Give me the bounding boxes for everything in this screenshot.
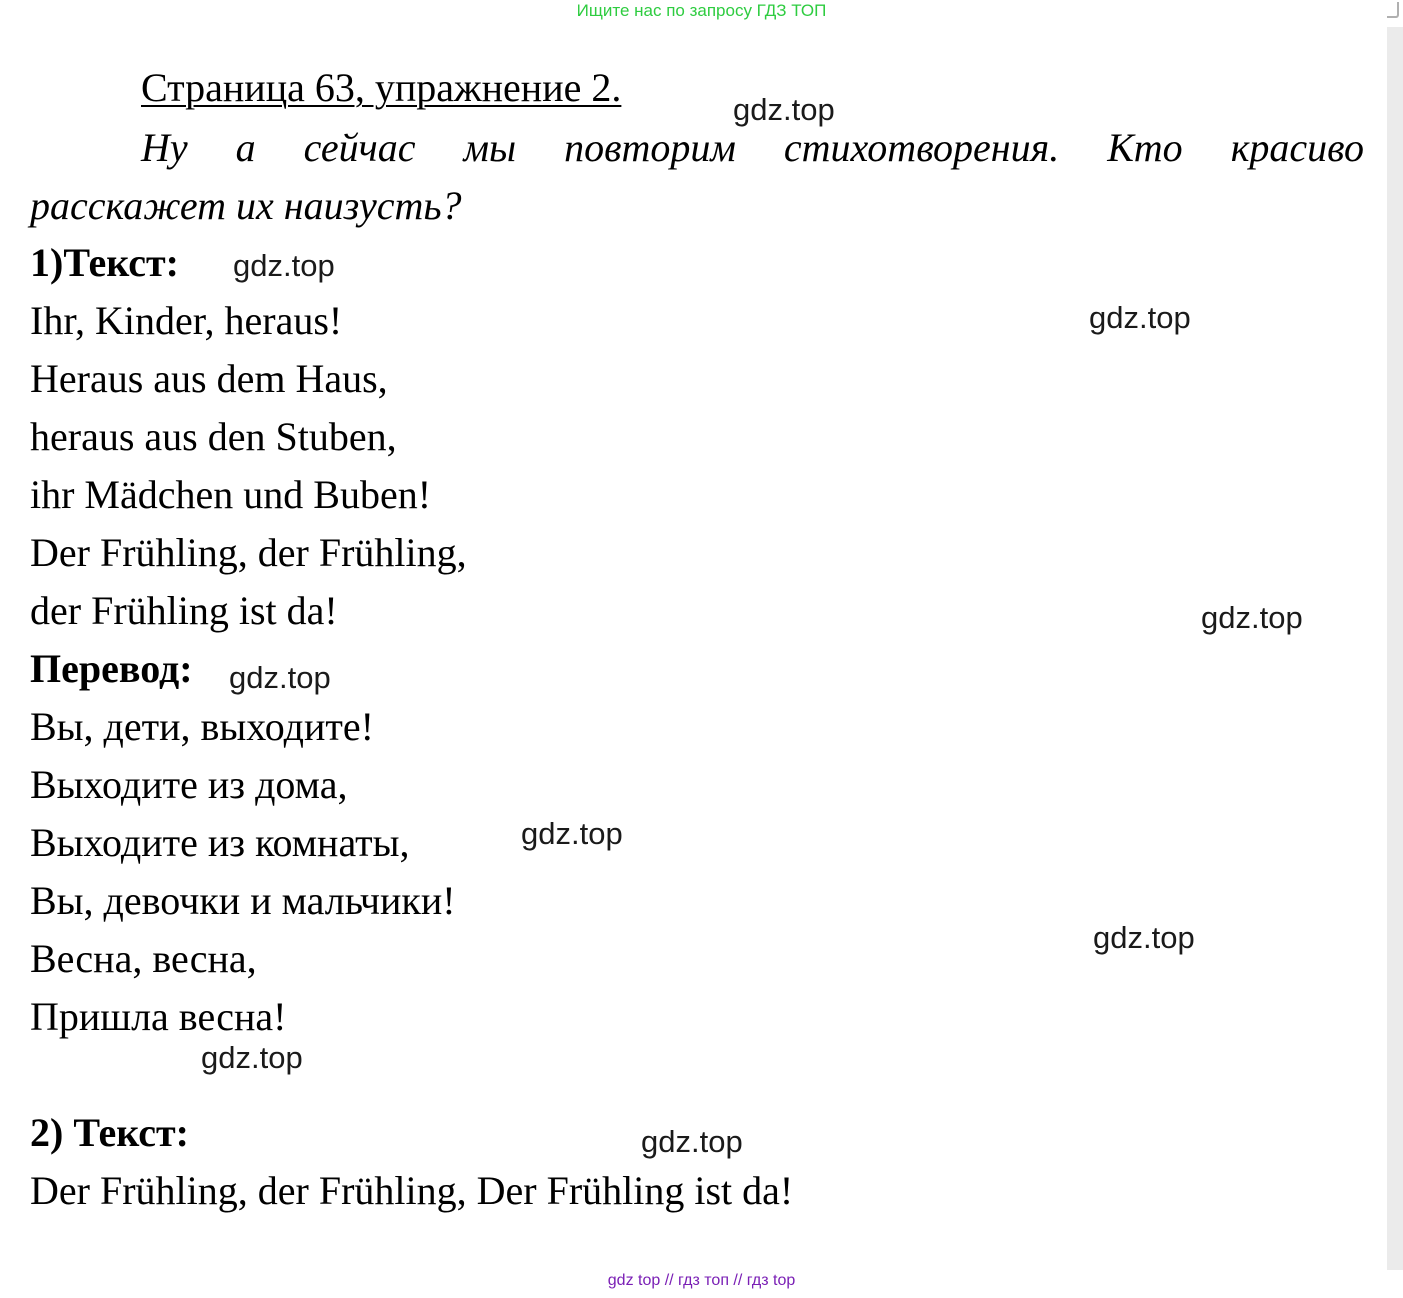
watermark: gdz.top bbox=[521, 816, 623, 851]
poem-line: Heraus aus dem Haus, bbox=[30, 356, 388, 401]
footer-links[interactable]: gdz top // гдз топ // гдз top bbox=[607, 1272, 796, 1289]
poem-line: ihr Mädchen und Buben! bbox=[30, 472, 432, 517]
poem-line: heraus aus den Stuben, bbox=[30, 414, 397, 459]
watermark: gdz.top bbox=[1093, 920, 1195, 955]
section2-heading: 2) Текст: bbox=[30, 1110, 190, 1155]
intro-line-2: расскажет их наизусть? bbox=[30, 183, 462, 228]
poem-line: Der Frühling, der Frühling, bbox=[30, 530, 467, 575]
translation-line: Вы, дети, выходите! bbox=[30, 704, 374, 749]
watermark: gdz.top bbox=[201, 1040, 303, 1075]
watermark: gdz.top bbox=[733, 92, 835, 127]
watermark: gdz.top bbox=[229, 660, 331, 695]
watermark: gdz.top bbox=[1201, 600, 1303, 635]
watermark: gdz.top bbox=[641, 1124, 743, 1159]
watermark: gdz.top bbox=[233, 248, 335, 283]
translation-line: Весна, весна, bbox=[30, 936, 257, 981]
top-banner[interactable]: Ищите нас по запросу ГДЗ ТОП bbox=[576, 1, 827, 20]
intro-line-1: Ну а сейчас мы повторим стихотворения. Кто красиво bbox=[141, 125, 1364, 170]
poem-line: der Frühling ist da! bbox=[30, 588, 338, 633]
page-title: Страница 63, упражнение 2. bbox=[141, 65, 622, 110]
scrollbar[interactable] bbox=[1387, 27, 1403, 1270]
poem-line: Der Frühling, der Frühling, Der Frühling ist da! bbox=[30, 1168, 794, 1213]
translation-line: Вы, девочки и мальчики! bbox=[30, 878, 456, 923]
translation-line: Выходите из комнаты, bbox=[30, 820, 410, 865]
watermark: gdz.top bbox=[1089, 300, 1191, 335]
translation-line: Пришла весна! bbox=[30, 994, 287, 1039]
poem-line: Ihr, Kinder, heraus! bbox=[30, 298, 343, 343]
section1-heading: 1)Текст: bbox=[30, 240, 180, 285]
translation-line: Выходите из дома, bbox=[30, 762, 348, 807]
translation-heading: Перевод: bbox=[30, 646, 193, 691]
corner-mark-icon bbox=[1387, 2, 1399, 18]
